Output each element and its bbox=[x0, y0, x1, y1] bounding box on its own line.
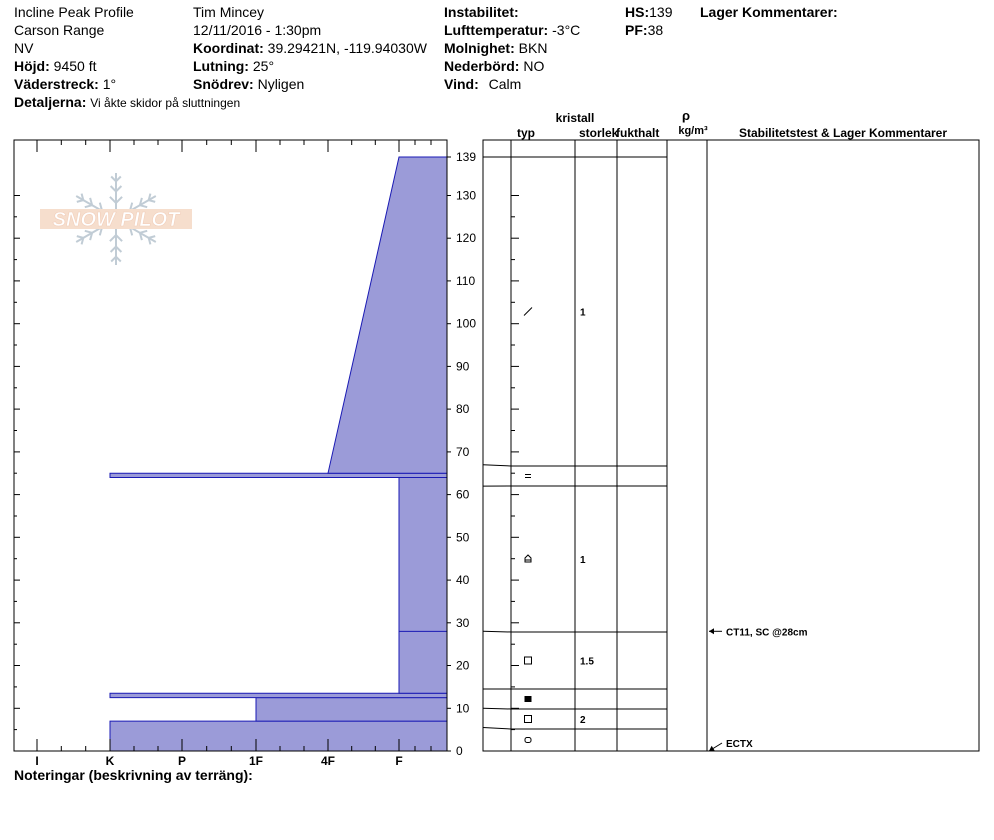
depth-tick-label: 70 bbox=[456, 444, 470, 459]
elevation-label: Höjd: bbox=[14, 58, 50, 74]
grain-size-label: 1 bbox=[580, 307, 586, 319]
stability-test-label: ECTX bbox=[726, 739, 753, 750]
observer-name: Tim Mincey bbox=[193, 4, 265, 20]
pf-label: PF: bbox=[625, 22, 648, 38]
hs-label: HS: bbox=[625, 4, 650, 20]
details-label: Detaljerna: bbox=[14, 94, 87, 110]
layer-depth-connector bbox=[483, 708, 511, 709]
hardness-bar bbox=[110, 721, 447, 751]
grain-symbol-faceted-rounded bbox=[525, 738, 531, 743]
grain-symbol-precipitation-particles bbox=[524, 308, 532, 316]
snowflake-branch bbox=[149, 200, 156, 202]
grain-surface-hoar-icon bbox=[525, 475, 531, 478]
stability-arrow-head bbox=[709, 628, 714, 634]
layer-depth-connector bbox=[483, 728, 511, 730]
snowflake-branch bbox=[77, 236, 84, 238]
drift-label: Snödrev: bbox=[193, 76, 254, 92]
grain-symbol-surface-hoar bbox=[525, 475, 531, 478]
hardness-tick-label: F bbox=[395, 754, 403, 768]
depth-tick-label: 60 bbox=[456, 487, 470, 502]
depth-tick-label: 10 bbox=[456, 701, 470, 716]
grain-faceted-icon bbox=[525, 657, 532, 664]
density-unit-header: kg/m³ bbox=[678, 125, 708, 137]
snowflake-branch bbox=[140, 205, 147, 207]
elevation-value: 9450 ft bbox=[53, 58, 97, 74]
depth-tick-label: 100 bbox=[456, 316, 477, 331]
slope-value: 25° bbox=[252, 58, 275, 74]
wind-value: Calm bbox=[488, 76, 522, 92]
coord-label: Koordinat: bbox=[193, 40, 264, 56]
hardness-tick-label: P bbox=[177, 754, 187, 768]
layer-depth-connector bbox=[483, 631, 511, 632]
snowpilot-logo bbox=[40, 173, 192, 265]
precip-label: Nederbörd: bbox=[444, 58, 520, 74]
grain-size-label: 1 bbox=[580, 555, 586, 566]
pf-value: 38 bbox=[647, 22, 664, 38]
hardness-tick-label: I bbox=[35, 754, 39, 768]
airtemp-label: Lufttemperatur: bbox=[444, 22, 549, 38]
hardness-tick-label: 1F bbox=[248, 754, 264, 768]
hardness-bar bbox=[110, 693, 447, 697]
depth-tick-label: 80 bbox=[456, 402, 470, 417]
crystal-header: kristall bbox=[555, 111, 595, 125]
grain-symbol-melt-freeze-crust bbox=[525, 696, 532, 702]
grain-symbol-depth-hoar bbox=[525, 555, 531, 562]
instability-label: Instabilitet: bbox=[444, 4, 519, 20]
aspect-label: Väderstreck: bbox=[14, 76, 99, 92]
grain-size-label: 2 bbox=[580, 715, 586, 726]
grain-size-label: 1.5 bbox=[580, 656, 594, 668]
range-name: Carson Range bbox=[14, 22, 105, 38]
size-header: storlek bbox=[579, 126, 619, 140]
snowflake-branch bbox=[85, 231, 92, 233]
type-header: typ bbox=[517, 126, 535, 140]
snowflake-branch bbox=[149, 236, 156, 238]
grain-faceted-rounded-icon bbox=[525, 738, 531, 743]
terrain-notes-label: Noteringar (beskrivning av terräng): bbox=[14, 767, 253, 783]
details-value: Vi åkte skidor på sluttningen bbox=[90, 96, 241, 110]
hardness-tick-label: 4F bbox=[320, 754, 336, 768]
hs-value: 139 bbox=[649, 4, 673, 20]
profile-name: Incline Peak Profile bbox=[14, 4, 134, 20]
stability-tests bbox=[707, 627, 807, 753]
aspect-value: 1° bbox=[102, 76, 117, 92]
depth-tick-label: 90 bbox=[456, 359, 470, 374]
drift-value: Nyligen bbox=[257, 76, 305, 92]
precip-value: NO bbox=[523, 58, 545, 74]
observation-datetime: 12/11/2016 - 1:30pm bbox=[193, 22, 322, 38]
depth-tick-label: 50 bbox=[456, 530, 470, 545]
slope-label: Lutning: bbox=[193, 58, 249, 74]
hardness-bar bbox=[399, 478, 447, 694]
airtemp-value: -3°C bbox=[552, 22, 581, 38]
depth-tick-label: 130 bbox=[456, 188, 477, 203]
layers-table-frame bbox=[483, 140, 979, 751]
wind-label: Vind: bbox=[444, 76, 479, 92]
stability-arrow-head bbox=[707, 746, 714, 754]
stability-header: Stabilitetstest & Lager Kommentarer bbox=[738, 126, 948, 140]
grain-symbol-faceted bbox=[525, 657, 532, 664]
grain-symbol-faceted bbox=[525, 716, 532, 723]
stability-test-label: CT11, SC @28cm bbox=[726, 627, 808, 639]
depth-axis bbox=[447, 150, 476, 758]
logo-text: SNOW PILOT bbox=[52, 209, 180, 231]
cloud-label: Molnighet: bbox=[444, 40, 515, 56]
depth-tick-label: 30 bbox=[456, 615, 470, 630]
grain-precip-icon bbox=[524, 308, 532, 316]
snowflake-branch bbox=[140, 231, 147, 233]
moisture-header: fukthalt bbox=[616, 126, 660, 140]
grain-faceted-icon bbox=[525, 716, 532, 723]
snowflake-branch bbox=[85, 205, 92, 207]
hardness-profile bbox=[110, 157, 447, 751]
layer-depth-connector bbox=[483, 465, 511, 466]
hardness-tick-label: K bbox=[105, 754, 115, 768]
hardness-bar bbox=[256, 698, 447, 722]
depth-tick-label: 40 bbox=[456, 573, 470, 588]
layer-comments-heading: Lager Kommentarer: bbox=[700, 4, 838, 20]
depth-tick-label: 120 bbox=[456, 231, 477, 246]
grain-crust-icon bbox=[525, 696, 532, 702]
cloud-value: BKN bbox=[518, 40, 548, 56]
coord-value: 39.29421N, -119.94030W bbox=[267, 40, 427, 56]
hardness-bar bbox=[328, 157, 447, 473]
depth-tick-label: 20 bbox=[456, 658, 470, 673]
depth-tick-label: 139 bbox=[456, 150, 477, 164]
depth-tick-label: 110 bbox=[456, 273, 476, 288]
depth-tick-label: 0 bbox=[456, 744, 463, 758]
layer-columns bbox=[483, 140, 707, 751]
hardness-bar bbox=[110, 473, 447, 477]
grain-depth-hoar-icon bbox=[525, 555, 531, 562]
density-rho-header: ρ bbox=[681, 108, 691, 123]
snowflake-branch bbox=[77, 200, 84, 202]
state-name: NV bbox=[14, 40, 34, 56]
